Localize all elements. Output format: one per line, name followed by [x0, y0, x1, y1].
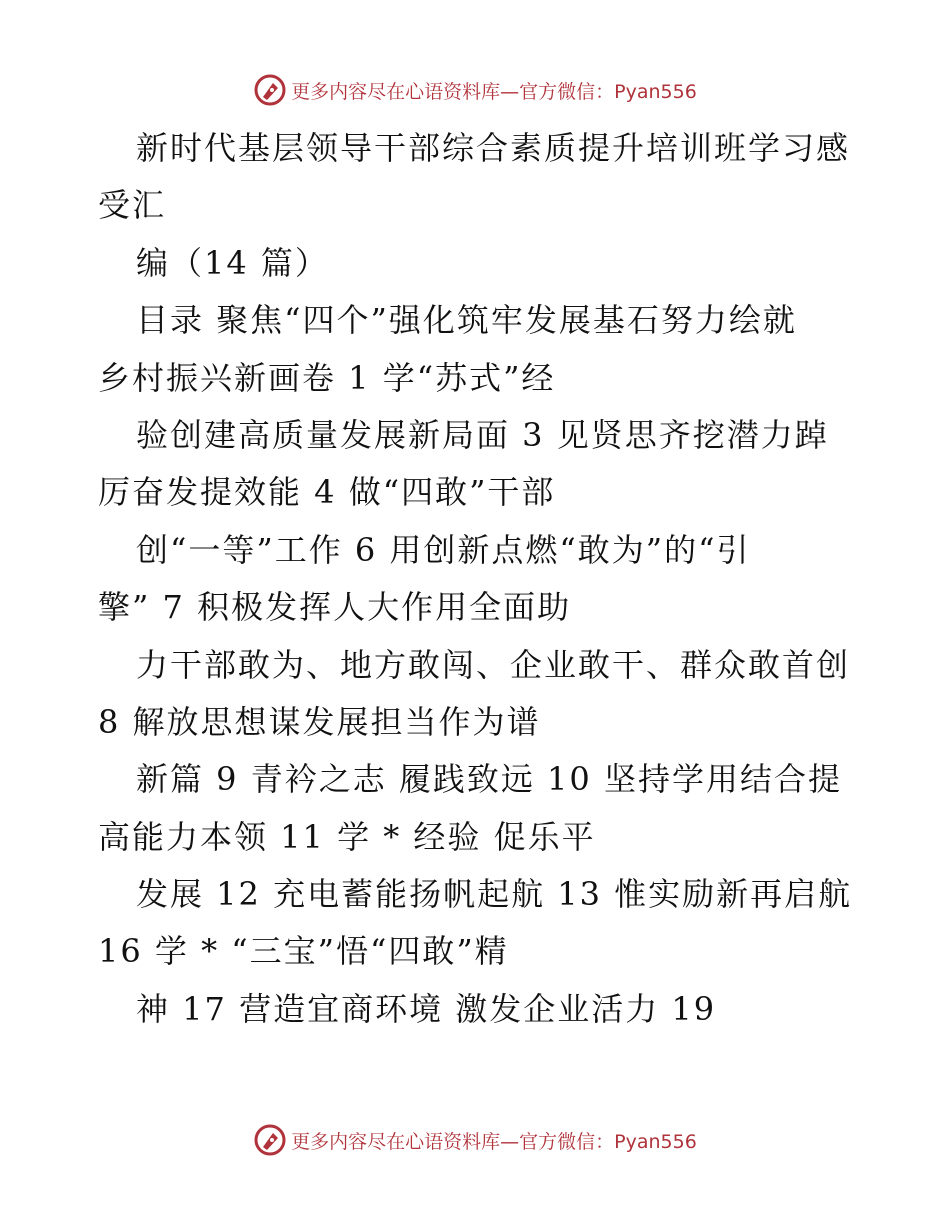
- watermark-text: 更多内容尽在心语资料库—官方微信：Pyan556: [291, 80, 697, 103]
- text-line: 发展 12 充电蓄能扬帆起航 13 惟实励新再启航: [136, 875, 853, 914]
- text-line: 目录 聚焦“四个”强化筑牢发展基石努力绘就: [136, 301, 797, 340]
- pen-nib-icon: [253, 73, 287, 107]
- document-body: [98, 120, 858, 1038]
- pen-nib-icon: [253, 1123, 287, 1157]
- text-line: 8 解放思想谋发展担当作为谱: [98, 702, 541, 741]
- watermark-text: 更多内容尽在心语资料库—官方微信：Pyan556: [291, 1130, 697, 1153]
- text-line: 厉奋发提效能 4 做“四敢”干部: [98, 473, 556, 512]
- text-line: 16 学 * “三宝”悟“四敢”精: [98, 932, 509, 971]
- text-line: 高能力本领 11 学 * 经验 促乐平: [98, 817, 596, 856]
- text-line: 乡村振兴新画卷 1 学“苏式”经: [98, 358, 556, 397]
- text-line: 新时代基层领导干部综合素质提升培训班学习感: [136, 129, 851, 167]
- text-line: 新篇 9 青衿之志 履践致远 10 坚持学用结合提: [136, 760, 842, 799]
- watermark-footer: [0, 1120, 950, 1160]
- text-line: 受汇: [98, 186, 167, 225]
- text-line: 验创建高质量发展新局面 3 见贤思齐挖潜力踔: [136, 415, 829, 454]
- text-line: 擎” 7 积极发挥人大作用全面助: [98, 588, 572, 627]
- text-line: 创“一等”工作 6 用创新点燃“敢为”的“引: [136, 530, 751, 569]
- text-line: 神 17 营造宜商环境 激发企业活力 19: [136, 989, 717, 1028]
- text-line: 力干部敢为、地方敢闯、企业敢干、群众敢首创: [136, 645, 851, 684]
- text-line: 编（14 篇）: [136, 243, 329, 282]
- watermark-header: [0, 70, 950, 110]
